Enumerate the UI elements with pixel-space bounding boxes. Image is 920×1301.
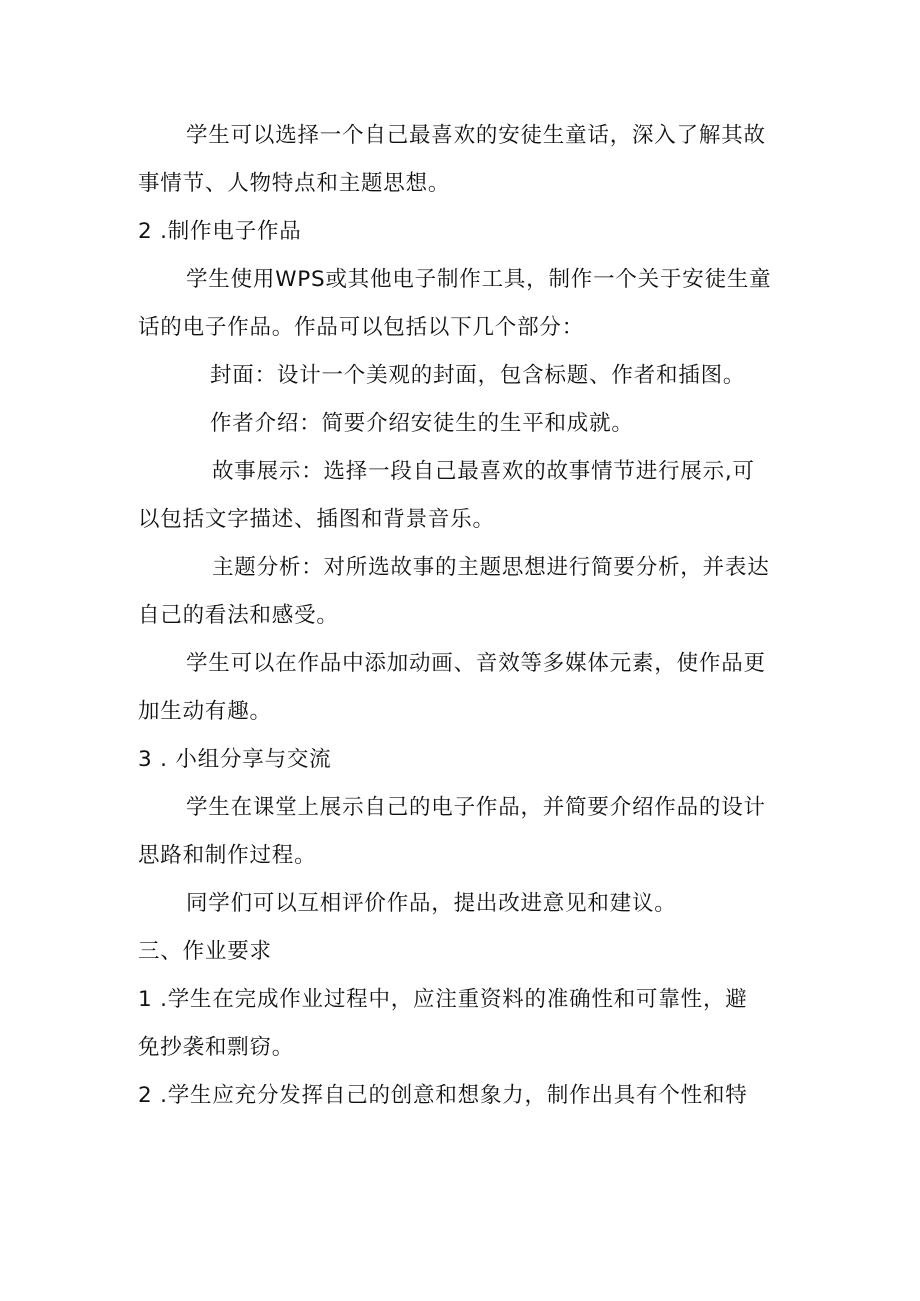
numbered-item-continuation: 免抄袭和剽窃。	[138, 1035, 295, 1060]
paragraph-line: 同学们可以互相评价作品，提出改进意见和建议。	[186, 891, 677, 916]
list-item-continuation: 以包括文字描述、插图和背景音乐。	[138, 507, 495, 532]
numbered-item: 1 .学生在完成作业过程中，应注重资料的准确性和可靠性，避	[138, 987, 748, 1012]
paragraph-line: 学生可以在作品中添加动画、音效等多媒体元素，使作品更	[186, 651, 766, 676]
paragraph-line: 学生可以选择一个自己最喜欢的安徒生童话，深入了解其故	[186, 123, 766, 148]
section-heading: 2 .制作电子作品	[138, 219, 302, 244]
list-item: 封面：设计一个美观的封面，包含标题、作者和插图。	[210, 363, 746, 388]
section-heading: 3 . 小组分享与交流	[138, 747, 332, 772]
list-item: 故事展示：选择一段自己最喜欢的故事情节进行展示,可	[212, 459, 755, 484]
paragraph-line: 思路和制作过程。	[138, 843, 317, 868]
paragraph-line: 学生在课堂上展示自己的电子作品，并简要介绍作品的设计	[186, 795, 766, 820]
paragraph-line: 加生动有趣。	[138, 699, 272, 724]
list-item: 主题分析：对所选故事的主题思想进行简要分析，并表达	[212, 555, 770, 580]
paragraph-line: 学生使用WPS或其他电子制作工具，制作一个关于安徒生童	[186, 267, 772, 292]
paragraph-line: 事情节、人物特点和主题思想。	[138, 171, 451, 196]
paragraph-line: 话的电子作品。作品可以包括以下几个部分：	[138, 315, 585, 340]
chapter-heading: 三、作业要求	[138, 939, 272, 964]
list-item: 作者介绍：简要介绍安徒生的生平和成就。	[210, 411, 634, 436]
numbered-item: 2 .学生应充分发挥自己的创意和想象力，制作出具有个性和特	[138, 1083, 748, 1108]
document-body	[138, 112, 798, 1120]
list-item-continuation: 自己的看法和感受。	[138, 603, 339, 628]
